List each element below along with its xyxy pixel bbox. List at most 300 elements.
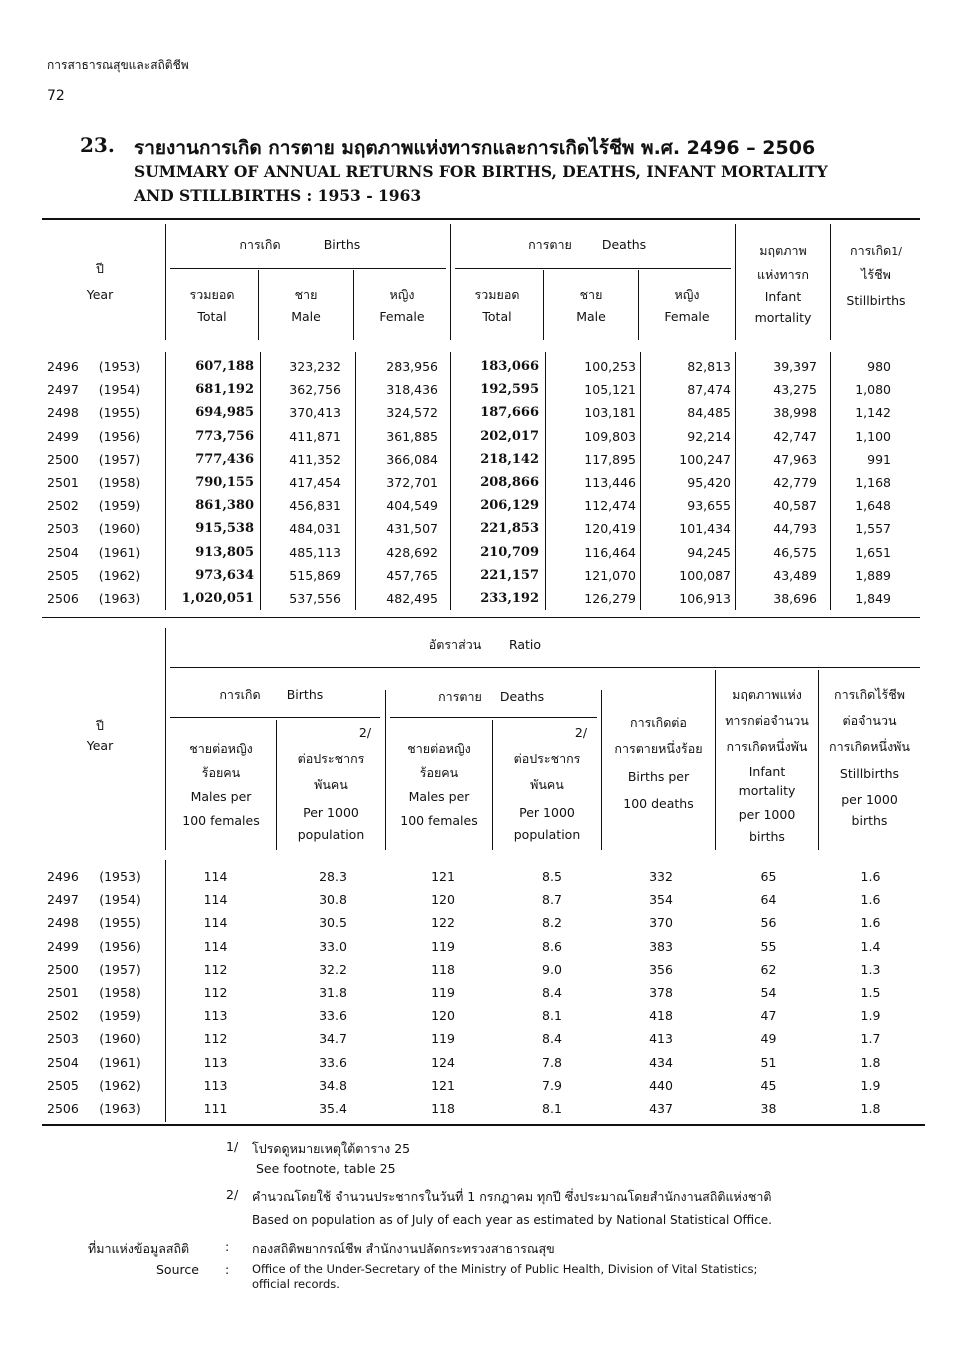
table-cell: (1961) — [98, 544, 141, 560]
table-cell: 777,436 — [195, 451, 254, 467]
table-cell: 114 — [203, 938, 228, 954]
footnote-1-marker: 1/ — [891, 245, 902, 258]
source-thai: กองสถิติพยากรณ์ชีพ สำนักงานปลัดกระทรวงสาธารณสุข — [252, 1241, 555, 1256]
table-cell: (1957) — [98, 451, 141, 467]
table-cell: 43,489 — [773, 567, 817, 583]
table-cell: 30.8 — [319, 892, 347, 908]
table-cell: 515,869 — [289, 567, 341, 583]
footnote-1-english: See footnote, table 25 — [256, 1161, 396, 1176]
table-cell: 318,436 — [386, 382, 438, 398]
table-cell: 537,556 — [289, 590, 341, 606]
table-cell: 861,380 — [195, 498, 254, 514]
table-row — [47, 911, 920, 934]
table-cell: (1959) — [98, 498, 141, 514]
table-cell: 681,192 — [195, 382, 254, 398]
bpd-label-2: 100 deaths — [623, 796, 694, 811]
table-cell: 372,701 — [386, 475, 438, 491]
table-row — [47, 448, 905, 471]
table-cell: 120,419 — [584, 521, 636, 537]
deaths-total-label: Total — [482, 309, 512, 324]
year-label: Year — [86, 287, 114, 302]
births-mpf-label-1: Males per — [190, 789, 252, 804]
table-cell: 1.9 — [860, 1008, 881, 1024]
table-cell: 112 — [203, 961, 228, 977]
table-cell: 790,155 — [195, 475, 254, 491]
table-cell: 484,031 — [289, 521, 341, 537]
births-rate-label-thai-2: พันคน — [314, 777, 348, 792]
table-cell: 366,084 — [386, 451, 438, 467]
ratio-births-label-thai: การเกิด — [219, 687, 261, 702]
deaths-rate-label-1: Per 1000 — [519, 805, 575, 820]
ratio-deaths-label: Deaths — [499, 689, 545, 704]
table-cell: 456,831 — [289, 498, 341, 514]
source-english-1: Office of the Under-Secretary of the Ministry of Public Health, Division of Vital Statistics; — [252, 1262, 758, 1276]
table-cell: 2504 — [47, 1054, 79, 1070]
table-cell: (1956) — [98, 428, 141, 444]
im-label-thai-3: การเกิดหนึ่งพัน — [726, 739, 808, 754]
table-cell: 119 — [431, 1031, 455, 1047]
table-cell: 457,765 — [386, 567, 438, 583]
table-cell: 9.0 — [542, 961, 562, 977]
table-row — [47, 958, 920, 981]
table-cell: 44,793 — [773, 521, 817, 537]
source-colon-thai: : — [225, 1239, 230, 1254]
table-cell: 2498 — [47, 405, 79, 421]
table-cell: 362,756 — [289, 382, 341, 398]
table-cell: 2505 — [47, 1077, 79, 1093]
table-cell: 1.6 — [860, 915, 881, 931]
table-cell: 111 — [203, 1100, 228, 1116]
table-cell: 208,866 — [480, 475, 539, 491]
table-row — [47, 1004, 920, 1027]
table-cell: 122 — [431, 915, 455, 931]
table-cell: 49 — [760, 1031, 777, 1047]
table-row — [47, 1051, 920, 1074]
table-cell: 434 — [649, 1054, 673, 1070]
births-female-label: Female — [379, 309, 425, 324]
table-cell: 120 — [431, 1008, 455, 1024]
table-cell: 218,142 — [480, 451, 539, 467]
table-cell: 112 — [203, 1031, 228, 1047]
table-cell: 1,557 — [855, 521, 891, 537]
births-total-label: Total — [197, 309, 227, 324]
table-cell: 773,756 — [195, 428, 254, 444]
table-cell: 2502 — [47, 498, 79, 514]
running-head: การสาธารณสุขและสถิติชีพ — [47, 58, 189, 72]
table-cell: 354 — [649, 892, 673, 908]
table-cell: 418 — [649, 1008, 673, 1024]
deaths-label: Deaths — [601, 237, 647, 252]
table-cell: 56 — [760, 915, 777, 931]
infant-label-thai-2: แห่งทารก — [757, 267, 809, 282]
deaths-male-label-thai: ชาย — [579, 287, 603, 302]
table-cell: 437 — [649, 1100, 673, 1116]
table-cell: 8.7 — [542, 892, 562, 908]
table-cell: 361,885 — [386, 428, 438, 444]
table-cell: 2499 — [47, 428, 79, 444]
table-cell: 2506 — [47, 590, 79, 606]
table-cell: 45 — [760, 1077, 777, 1093]
table-cell: 356 — [649, 961, 673, 977]
bpd-label-thai-2: การตายหนึ่งร้อย — [614, 741, 703, 756]
table-row — [47, 494, 905, 517]
deaths-male-label: Male — [576, 309, 606, 324]
sb-label-thai-3: การเกิดหนึ่งพัน — [829, 739, 910, 754]
bpd-label-thai-1: การเกิดต่อ — [630, 715, 687, 730]
table-cell: 2506 — [47, 1100, 79, 1116]
table-cell: (1960) — [98, 521, 141, 537]
table-cell: 221,853 — [480, 521, 539, 537]
table-cell: 100,253 — [584, 359, 636, 375]
table-cell: 33.6 — [319, 1054, 347, 1070]
births-rate-label-1: Per 1000 — [303, 805, 359, 820]
table-cell: 95,420 — [687, 475, 731, 491]
table-cell: 187,666 — [480, 405, 539, 421]
table-cell: 30.5 — [319, 915, 347, 931]
im-label-thai-1: มฤตภาพแห่ง — [732, 687, 802, 702]
table-cell: 411,352 — [289, 451, 341, 467]
births-mpf-label-thai-1: ชายต่อหญิง — [189, 741, 253, 756]
table-row — [47, 564, 905, 587]
table-cell: (1962) — [99, 1077, 141, 1093]
table-cell: 404,549 — [386, 498, 438, 514]
table-cell: 92,214 — [687, 428, 731, 444]
table-cell: (1958) — [98, 475, 141, 491]
table-cell: 34.8 — [319, 1077, 347, 1093]
table-cell: 51 — [760, 1054, 777, 1070]
table-cell: 1,020,051 — [181, 590, 254, 606]
table-cell: 2499 — [47, 938, 79, 954]
table-cell: 101,434 — [679, 521, 731, 537]
table-cell: (1959) — [99, 1008, 141, 1024]
ratio-label-thai: อัตราส่วน — [428, 637, 482, 652]
table-cell: (1963) — [99, 1100, 141, 1116]
source-colon: : — [225, 1262, 230, 1277]
im-label-3: per 1000 — [738, 807, 796, 822]
births-rate-label-2: population — [297, 827, 365, 842]
births-female-label-thai: หญิง — [389, 287, 415, 302]
table-cell: 106,913 — [679, 590, 731, 606]
footnote-1-thai: โปรดดูหมายเหตุใต้ตาราง 25 — [252, 1141, 411, 1156]
births-rate-label-thai-1: ต่อประชากร — [297, 751, 365, 766]
table-cell: 383 — [649, 938, 673, 954]
table-cell: 42,747 — [773, 428, 817, 444]
births-mpf-label-2: 100 females — [182, 813, 260, 828]
table-cell: 2503 — [47, 521, 79, 537]
table-cell: 973,634 — [195, 567, 254, 583]
table-cell: 1.5 — [860, 985, 881, 1001]
table-cell: 210,709 — [480, 544, 539, 560]
table-cell: 112,474 — [584, 498, 636, 514]
table-cell: 124 — [431, 1054, 455, 1070]
table-cell: (1957) — [99, 961, 141, 977]
table-cell: 103,181 — [584, 405, 636, 421]
table-cell: 1,648 — [855, 498, 891, 514]
table-cell: 324,572 — [386, 405, 438, 421]
table-cell: 370 — [649, 915, 673, 931]
births-label: Births — [323, 237, 361, 252]
table-cell: 93,655 — [687, 498, 731, 514]
table-cell: 38,998 — [773, 405, 817, 421]
deaths-female-label-thai: หญิง — [674, 287, 700, 302]
table-cell: 8.6 — [542, 938, 562, 954]
table-cell: 2501 — [47, 475, 79, 491]
table-cell: 991 — [867, 451, 891, 467]
ratio-deaths-label-thai: การตาย — [438, 689, 482, 704]
deaths-total-label-thai: รวมยอด — [474, 287, 520, 302]
sb-label-1: Stillbirths — [839, 766, 900, 781]
table-row — [47, 355, 905, 378]
ratio-year-label-thai: ปี — [96, 718, 104, 733]
table-row — [47, 541, 905, 564]
table-cell: 100,087 — [679, 567, 731, 583]
table-cell: 8.1 — [542, 1008, 562, 1024]
table-cell: 65 — [760, 869, 777, 885]
ratio-year-label: Year — [86, 738, 114, 753]
table-cell: 40,587 — [773, 498, 817, 514]
table-cell: 28.3 — [319, 869, 347, 885]
ratio-births-label: Births — [286, 687, 324, 702]
table-row — [47, 888, 920, 911]
table-cell: 112 — [203, 985, 228, 1001]
table-cell: 1,889 — [855, 567, 891, 583]
table-cell: 428,692 — [386, 544, 438, 560]
table-cell: 2497 — [47, 382, 79, 398]
table-row — [47, 1074, 920, 1097]
table-row — [47, 865, 920, 888]
table-row — [47, 425, 905, 448]
table-cell: 43,275 — [773, 382, 817, 398]
table-cell: 35.4 — [319, 1100, 347, 1116]
title-english-line-1: SUMMARY OF ANNUAL RETURNS FOR BIRTHS, DEATHS, INFANT MORTALITY — [134, 162, 828, 181]
table-cell: 46,575 — [773, 544, 817, 560]
table-row — [47, 401, 905, 424]
table-cell: 485,113 — [289, 544, 341, 560]
deaths-female-label: Female — [664, 309, 710, 324]
deaths-mpf-label-thai-1: ชายต่อหญิง — [407, 741, 471, 756]
table-cell: 370,413 — [289, 405, 341, 421]
table-cell: 1,168 — [855, 475, 891, 491]
table-row — [47, 1097, 920, 1120]
table-cell: 1,849 — [855, 590, 891, 606]
table-cell: 8.5 — [542, 869, 562, 885]
page-number: 72 — [47, 88, 65, 104]
table-cell: 47,963 — [773, 451, 817, 467]
table-cell: 121 — [431, 869, 455, 885]
table-row — [47, 471, 905, 494]
table-cell: 2496 — [47, 869, 79, 885]
title-english-line-2: AND STILLBIRTHS : 1953 - 1963 — [134, 186, 422, 205]
table-cell: 42,779 — [773, 475, 817, 491]
table-number: 23. — [80, 133, 115, 157]
table-cell: 114 — [203, 892, 228, 908]
table-cell: 482,495 — [386, 590, 438, 606]
table-cell: 440 — [649, 1077, 673, 1093]
table-cell: 113 — [203, 1008, 228, 1024]
table-cell: 117,895 — [584, 451, 636, 467]
table-cell: 114 — [203, 915, 228, 931]
table-cell: 87,474 — [687, 382, 731, 398]
table-cell: 323,232 — [289, 359, 341, 375]
table-row — [47, 517, 905, 540]
im-label-thai-2: ทารกต่อจำนวน — [725, 713, 809, 728]
table-cell: (1955) — [99, 915, 141, 931]
table-2-body — [47, 865, 920, 1120]
table-cell: 82,813 — [687, 359, 731, 375]
table-cell: 34.7 — [319, 1031, 347, 1047]
footnote-1-mark: 1/ — [226, 1139, 239, 1154]
source-label-thai: ที่มาแห่งข้อมูลสถิติ — [88, 1241, 190, 1256]
infant-label-1: Infant — [764, 289, 802, 304]
table-cell: 206,129 — [480, 498, 539, 514]
table-cell: 283,956 — [386, 359, 438, 375]
bpd-label-1: Births per — [627, 769, 690, 784]
table-cell: 100,247 — [679, 451, 731, 467]
table-cell: 2498 — [47, 915, 79, 931]
table-cell: 1.6 — [860, 892, 881, 908]
deaths-label-thai: การตาย — [528, 237, 572, 252]
table-cell: 119 — [431, 938, 455, 954]
table-cell: 607,188 — [195, 359, 254, 375]
sb-label-thai-2: ต่อจำนวน — [842, 713, 897, 728]
table-row — [47, 1027, 920, 1050]
footnote-2-thai: คำนวณโดยใช้ จำนวนประชากรในวันที่ 1 กรกฎาคม ทุกปี ซึ่งประมาณโดยสำนักงานสถิติแห่งชาติ — [252, 1189, 772, 1204]
deaths-rate-label-2: population — [513, 827, 581, 842]
table-cell: 1.3 — [860, 961, 881, 977]
table-cell: 113,446 — [584, 475, 636, 491]
table-cell: 39,397 — [773, 359, 817, 375]
table-cell: 113 — [203, 1054, 228, 1070]
table-cell: 221,157 — [480, 567, 539, 583]
table-cell: 1,142 — [855, 405, 891, 421]
table-cell: 2501 — [47, 985, 79, 1001]
ratio-label: Ratio — [508, 637, 542, 652]
table-cell: 2505 — [47, 567, 79, 583]
births-label-thai: การเกิด — [239, 237, 281, 252]
infant-label-thai-1: มฤตภาพ — [759, 243, 807, 258]
table-cell: 417,454 — [289, 475, 341, 491]
deaths-rate-footnote-marker: 2/ — [574, 725, 588, 740]
infant-label-2: mortality — [754, 310, 812, 325]
title-thai: รายงานการเกิด การตาย มฤตภาพแห่งทารกและการเกิดไร้ชีพ พ.ศ. 2496 – 2506 — [134, 137, 816, 159]
table-cell: (1954) — [99, 892, 141, 908]
table-cell: 33.6 — [319, 1008, 347, 1024]
deaths-mpf-label-2: 100 females — [400, 813, 478, 828]
table-cell: 1.8 — [860, 1100, 881, 1116]
deaths-rate-label-thai-2: พันคน — [530, 777, 564, 792]
table-cell: 121 — [431, 1077, 455, 1093]
table-cell: 55 — [760, 938, 777, 954]
table-cell: 411,871 — [289, 428, 341, 444]
table-cell: (1956) — [99, 938, 141, 954]
sb-label-2: per 1000 — [841, 792, 898, 807]
table-cell: 332 — [649, 869, 673, 885]
table-cell: 105,121 — [584, 382, 636, 398]
table-cell: 183,066 — [480, 359, 539, 375]
table-cell: 2503 — [47, 1031, 79, 1047]
table-cell: 2504 — [47, 544, 79, 560]
table-cell: 1.7 — [860, 1031, 881, 1047]
table-cell: (1955) — [98, 405, 141, 421]
footnote-2-english: Based on population as of July of each year as estimated by National Statistical Office. — [252, 1213, 772, 1227]
table-cell: 31.8 — [319, 985, 347, 1001]
table-cell: 694,985 — [195, 405, 254, 421]
births-male-label: Male — [291, 309, 321, 324]
table-1-body — [47, 355, 905, 610]
table-cell: 1.4 — [860, 938, 881, 954]
year-label-thai: ปี — [96, 261, 104, 276]
table-cell: 94,245 — [687, 544, 731, 560]
table-cell: 1.6 — [860, 869, 881, 885]
births-mpf-label-thai-2: ร้อยคน — [201, 765, 241, 780]
table-cell: (1963) — [98, 590, 141, 606]
table-cell: (1962) — [98, 567, 141, 583]
table-cell: 116,464 — [584, 544, 636, 560]
table-cell: 8.1 — [542, 1100, 562, 1116]
table-cell: 913,805 — [195, 544, 254, 560]
table-cell: 32.2 — [319, 961, 347, 977]
stillbirths-label-thai-2: ไร้ชีพ — [861, 267, 891, 282]
table-row — [47, 981, 920, 1004]
table-cell: 1.9 — [860, 1077, 881, 1093]
table-cell: 62 — [760, 961, 777, 977]
table-cell: 192,595 — [480, 382, 539, 398]
table-cell: 1,100 — [855, 428, 891, 444]
deaths-mpf-label-thai-2: ร้อยคน — [419, 765, 459, 780]
table-cell: 121,070 — [584, 567, 636, 583]
table-cell: 1.8 — [860, 1054, 881, 1070]
table-cell: 1,651 — [855, 544, 891, 560]
table-cell: 915,538 — [195, 521, 254, 537]
table-cell: 126,279 — [584, 590, 636, 606]
births-total-label-thai: รวมยอด — [189, 287, 235, 302]
im-label-4: births — [749, 829, 785, 844]
table-cell: 2496 — [47, 359, 79, 375]
table-cell: 233,192 — [480, 590, 539, 606]
table-cell: (1960) — [99, 1031, 141, 1047]
stillbirths-label-thai-1: การเกิด — [850, 243, 892, 258]
table-cell: 38 — [760, 1100, 777, 1116]
table-cell: 2500 — [47, 451, 79, 467]
table-cell: (1958) — [99, 985, 141, 1001]
sb-label-3: births — [851, 813, 888, 828]
table-cell: 202,017 — [480, 428, 539, 444]
table-cell: 114 — [203, 869, 228, 885]
table-cell: 8.4 — [542, 985, 562, 1001]
table-cell: 47 — [760, 1008, 777, 1024]
table-cell: (1954) — [98, 382, 141, 398]
table-cell: 118 — [431, 961, 455, 977]
footnote-2-mark: 2/ — [226, 1187, 239, 1202]
table-cell: (1953) — [98, 359, 141, 375]
table-cell: 38,696 — [773, 590, 817, 606]
table-cell: 7.8 — [542, 1054, 562, 1070]
table-cell: (1961) — [99, 1054, 141, 1070]
table-cell: 8.2 — [542, 915, 562, 931]
table-cell: 7.9 — [542, 1077, 562, 1093]
table-cell: 1,080 — [855, 382, 891, 398]
stillbirths-label: Stillbirths — [846, 293, 906, 308]
table-row — [47, 587, 905, 610]
table-cell: 378 — [649, 985, 673, 1001]
table-row — [47, 935, 920, 958]
table-cell: 120 — [431, 892, 455, 908]
table-cell: 33.0 — [319, 938, 347, 954]
table-cell: 119 — [431, 985, 455, 1001]
table-cell: 113 — [203, 1077, 228, 1093]
table-cell: 109,803 — [584, 428, 636, 444]
table-cell: 8.4 — [542, 1031, 562, 1047]
